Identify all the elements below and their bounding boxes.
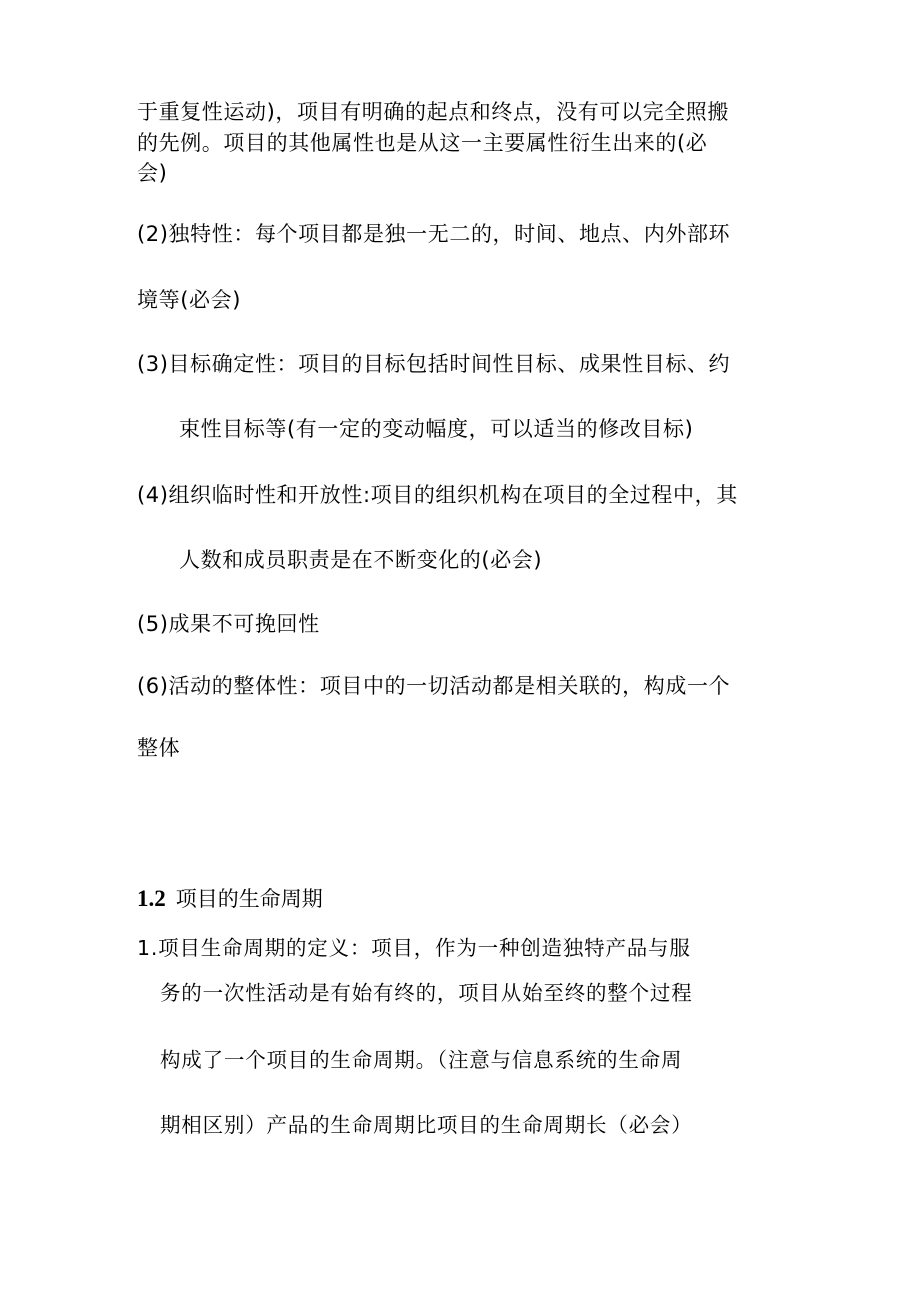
definition-line: 1.项目生命周期的定义：项目，作为一种创造独特产品与服 <box>137 936 691 960</box>
section-heading <box>137 884 323 914</box>
characteristic-item: (2)独特性：每个项目都是独一无二的，时间、地点、内外部环 <box>137 222 731 246</box>
characteristic-item-continuation: 境等(必会) <box>137 288 241 312</box>
characteristic-item: (3)目标确定性：项目的目标包括时间性目标、成果性目标、约 <box>137 352 731 376</box>
section-number: 1.2 <box>137 886 166 911</box>
definition-line: 期相区别）产品的生命周期比项目的生命周期长（必会） <box>160 1113 693 1137</box>
characteristic-item: (5)成果不可挽回性 <box>137 612 320 636</box>
definition-line: 务的一次性活动是有始有终的，项目从始至终的整个过程 <box>160 981 693 1005</box>
paragraph-line: 会) <box>137 161 168 185</box>
characteristic-item-continuation: 人数和成员职责是在不断变化的(必会) <box>179 548 543 572</box>
section-title: 项目的生命周期 <box>175 887 323 911</box>
characteristic-item: (4)组织临时性和开放性:项目的组织机构在项目的全过程中，其 <box>137 483 738 507</box>
characteristic-item-continuation: 整体 <box>137 736 181 760</box>
characteristic-item: (6)活动的整体性：项目中的一切活动都是相关联的，构成一个 <box>137 674 731 698</box>
paragraph-line: 于重复性运动)，项目有明确的起点和终点，没有可以完全照搬 <box>137 100 729 124</box>
paragraph-line: 的先例。项目的其他属性也是从这一主要属性衍生出来的(必 <box>137 131 708 155</box>
characteristic-item-continuation: 束性目标等(有一定的变动幅度，可以适当的修改目标) <box>179 417 694 441</box>
definition-line: 构成了一个项目的生命周期。（注意与信息系统的生命周 <box>160 1048 683 1072</box>
